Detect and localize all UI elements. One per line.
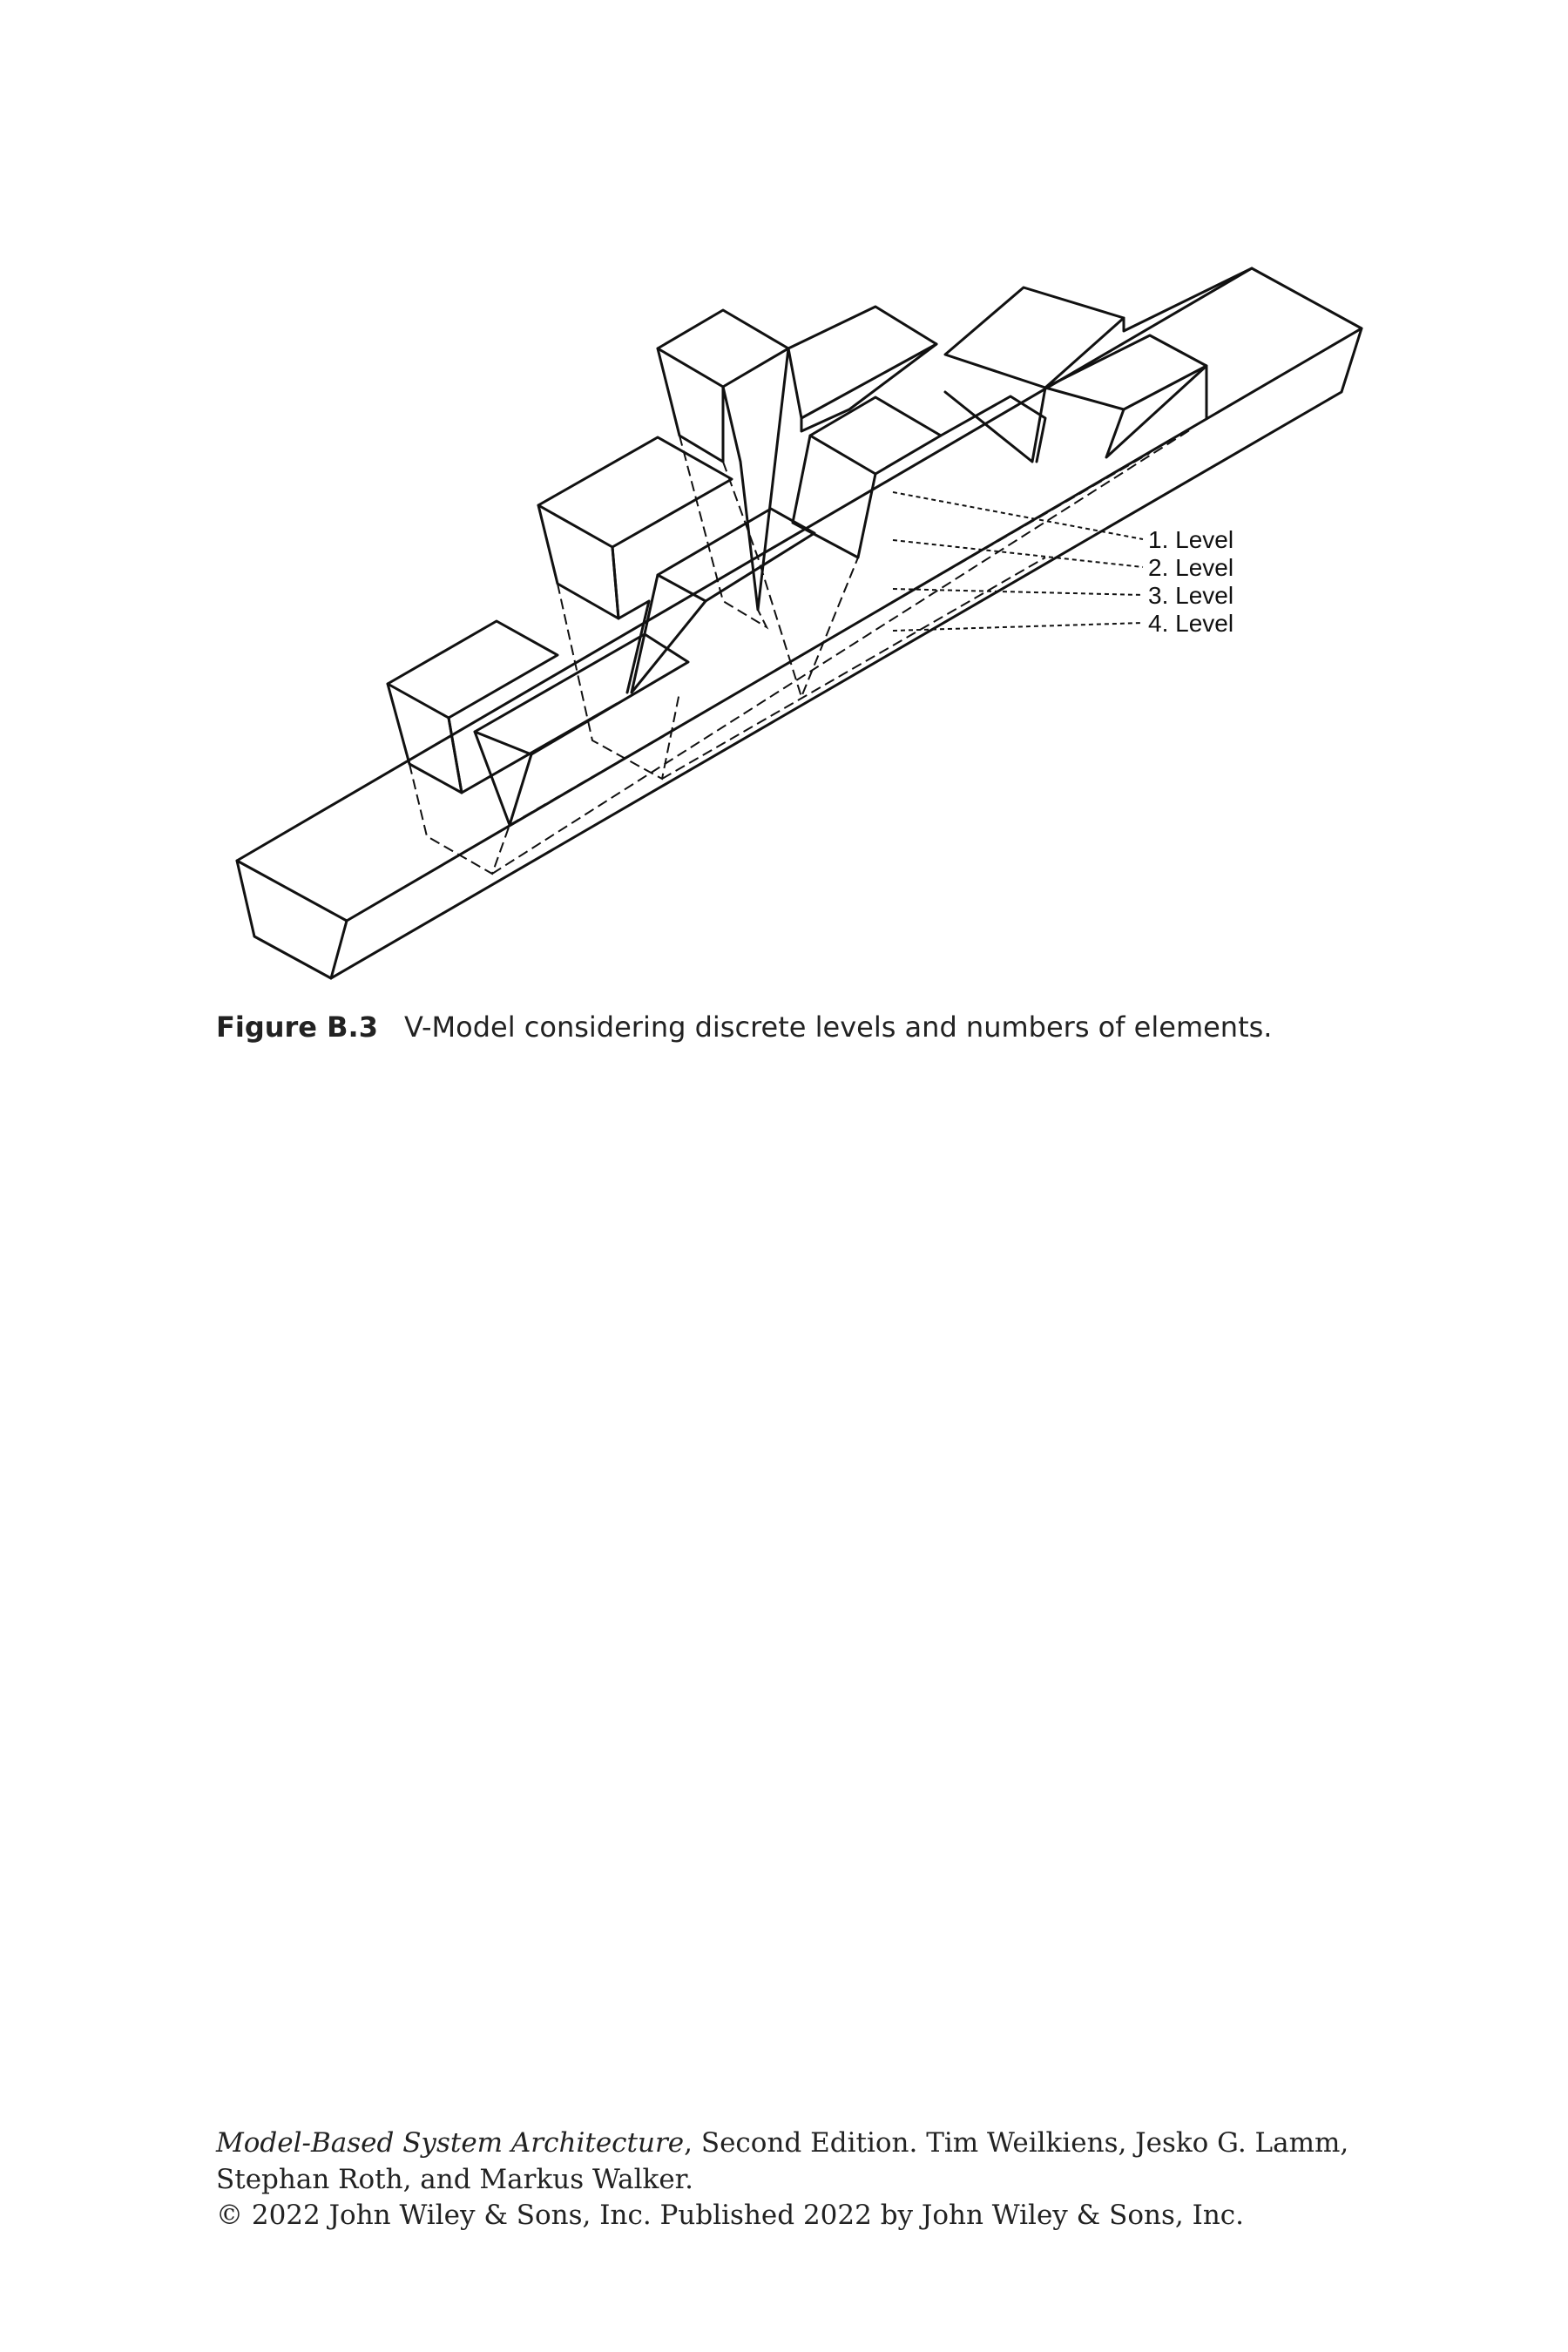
hidden-edge	[679, 436, 767, 627]
figure-caption-text: V-Model considering discrete levels and numbers of elements.	[403, 1010, 1273, 1044]
level-label: 4. Level	[1148, 610, 1234, 637]
base-beam-front	[237, 861, 347, 978]
level-label: 3. Level	[1148, 582, 1234, 609]
copyright-footer	[216, 2126, 1348, 2234]
figure-number: Figure B.3	[216, 1010, 378, 1044]
footer-line-1	[216, 2126, 1348, 2162]
footer-line-2: Stephan Roth, and Markus Walker.	[216, 2163, 693, 2195]
block-midleft-right	[612, 547, 649, 693]
block-inner-mid-top	[658, 509, 814, 601]
level-label: 1. Level	[1148, 526, 1234, 553]
footer-line-1-rest: , Second Edition. Tim Weilkiens, Jesko G. Lamm,	[684, 2127, 1349, 2159]
block-right-top	[945, 287, 1124, 388]
block-midleft-top	[538, 437, 732, 547]
block-inner-left-front	[475, 732, 531, 825]
v-model-diagram	[0, 0, 1568, 993]
leader-line-level-1	[893, 492, 1143, 539]
figure-caption	[216, 1010, 1272, 1044]
block-farright-front	[1106, 366, 1206, 457]
block-left-top	[388, 621, 558, 718]
block-farright-edge	[1124, 268, 1252, 331]
leader-line-level-2	[893, 540, 1143, 567]
block-center-top	[658, 310, 788, 387]
hidden-edge	[510, 453, 1150, 825]
book-title: Model-Based System Architecture	[216, 2127, 685, 2159]
block-farright-top	[1045, 335, 1206, 409]
v-model-figure	[0, 0, 1568, 993]
block-left-front	[388, 684, 462, 793]
block-midleft-front	[538, 505, 618, 618]
block-centerright-side	[801, 344, 936, 431]
base-beam-bottom	[331, 328, 1362, 978]
level-label: 2. Level	[1148, 554, 1234, 581]
block-left-right	[449, 704, 617, 793]
footer-line-3: © 2022 John Wiley & Sons, Inc. Published 2022 by John Wiley & Sons, Inc.	[216, 2200, 1245, 2232]
block-center-front	[658, 348, 723, 462]
hidden-edge	[723, 462, 858, 697]
